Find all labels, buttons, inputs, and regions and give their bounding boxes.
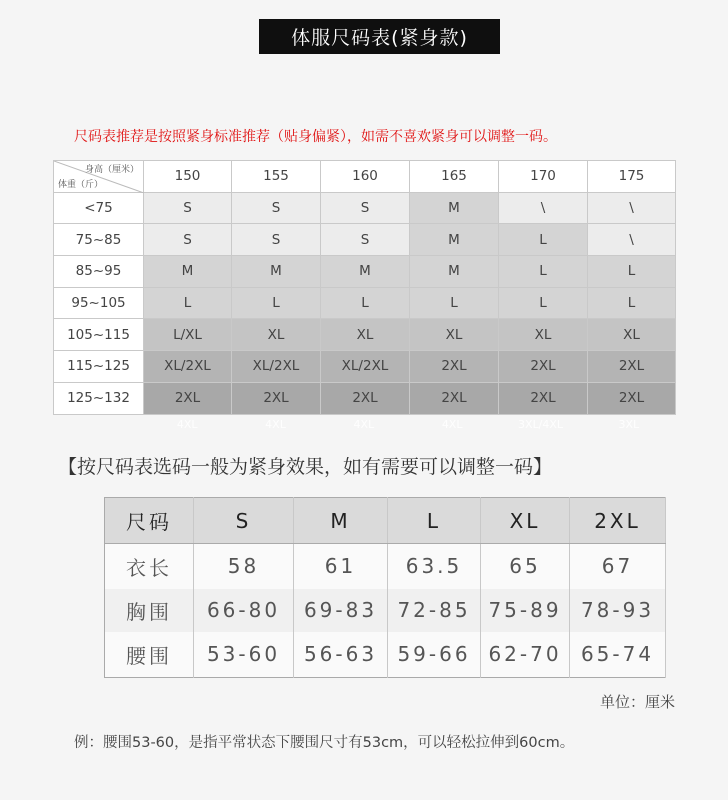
size-cell: 2XL [410, 351, 499, 383]
size-cell: L [499, 224, 588, 256]
size-cell: 2XL [499, 382, 588, 414]
size-header: S [194, 498, 294, 544]
height-header: 160 [321, 161, 410, 193]
faded-size: 4XL [265, 418, 286, 431]
size-cell: \ [588, 192, 676, 224]
measurement-table [104, 497, 666, 678]
measure-value: 78-93 [570, 589, 666, 632]
example-note: 例：腰围53-60，是指平常状态下腰围尺寸有53cm，可以轻松拉伸到60cm。 [74, 735, 575, 751]
size-cell: L [499, 287, 588, 319]
size-cell: XL [321, 319, 410, 351]
size-cell: XL/2XL [232, 351, 321, 383]
size-header: M [294, 498, 388, 544]
height-header: 150 [144, 161, 232, 193]
size-cell: S [321, 224, 410, 256]
size-cell: 2XL [321, 382, 410, 414]
table-row [54, 319, 676, 351]
measure-value: 67 [570, 544, 666, 589]
size-cell: S [144, 224, 232, 256]
measure-value: 69-83 [294, 589, 388, 632]
size-cell: L [588, 287, 676, 319]
weight-label: 85~95 [54, 256, 144, 288]
measure-value: 59-66 [388, 632, 481, 678]
measure-value: 62-70 [481, 632, 570, 678]
faded-size-row [143, 418, 673, 432]
size-cell: L [499, 256, 588, 288]
height-header: 155 [232, 161, 321, 193]
size-cell: \ [499, 192, 588, 224]
page-title: 体服尺码表(紧身款) [259, 19, 500, 54]
weight-label: 105~115 [54, 319, 144, 351]
measure-label: 衣长 [105, 544, 194, 589]
size-header: XL [481, 498, 570, 544]
table-row [54, 287, 676, 319]
table-row [54, 192, 676, 224]
height-header: 175 [588, 161, 676, 193]
section-heading: 【按尺码表选码一般为紧身效果，如有需要可以调整一码】 [58, 456, 553, 478]
size-cell: M [410, 192, 499, 224]
corner-cell [54, 161, 144, 193]
measure-value: 66-80 [194, 589, 294, 632]
size-recommendation-table [53, 160, 676, 415]
size-cell: XL [410, 319, 499, 351]
height-header: 170 [499, 161, 588, 193]
table-row [54, 351, 676, 383]
measure-value: 53-60 [194, 632, 294, 678]
size-cell: S [232, 192, 321, 224]
size-header-row [105, 498, 666, 544]
measure-value: 61 [294, 544, 388, 589]
size-cell: 2XL [232, 382, 321, 414]
size-cell: L [410, 287, 499, 319]
size-cell: 2XL [144, 382, 232, 414]
size-cell: S [232, 224, 321, 256]
measure-value: 58 [194, 544, 294, 589]
size-cell: S [144, 192, 232, 224]
size-header: L [388, 498, 481, 544]
faded-size: 3XL [618, 418, 640, 431]
size-cell: XL/2XL [144, 351, 232, 383]
size-cell: S [321, 192, 410, 224]
measure-value: 63.5 [388, 544, 481, 589]
size-cell: M [144, 256, 232, 288]
measure-value: 75-89 [481, 589, 570, 632]
unit-label: 单位：厘米 [600, 693, 676, 711]
measure-label: 腰围 [105, 632, 194, 678]
table-row [105, 632, 666, 678]
size-cell: M [321, 256, 410, 288]
measure-value: 72-85 [388, 589, 481, 632]
size-cell: M [232, 256, 321, 288]
faded-size: 4XL [353, 418, 375, 431]
weight-label: 75~85 [54, 224, 144, 256]
measure-value: 65 [481, 544, 570, 589]
size-header-label: 尺码 [105, 498, 194, 544]
weight-label: 95~105 [54, 287, 144, 319]
size-cell: M [410, 256, 499, 288]
table-row [105, 544, 666, 589]
weight-label: <75 [54, 192, 144, 224]
size-cell: L [321, 287, 410, 319]
measure-value: 65-74 [570, 632, 666, 678]
size-cell: \ [588, 224, 676, 256]
height-header-row [54, 161, 676, 193]
table-row [54, 224, 676, 256]
weight-axis-label: 体重（斤） [58, 179, 104, 190]
table-row [54, 382, 676, 414]
size-cell: XL [232, 319, 321, 351]
size-cell: XL [588, 319, 676, 351]
size-cell: 2XL [588, 351, 676, 383]
height-header: 165 [410, 161, 499, 193]
faded-size: 4XL [441, 418, 463, 431]
size-cell: L [144, 287, 232, 319]
measure-label: 胸围 [105, 589, 194, 632]
size-cell: XL/2XL [321, 351, 410, 383]
size-cell: L [232, 287, 321, 319]
size-cell: 2XL [499, 351, 588, 383]
size-cell: 2XL [588, 382, 676, 414]
table-row [54, 256, 676, 288]
size-cell: L/XL [144, 319, 232, 351]
table-row [105, 589, 666, 632]
faded-size: 3XL/4XL [517, 418, 563, 431]
recommendation-note: 尺码表推荐是按照紧身标准推荐（贴身偏紧），如需不喜欢紧身可以调整一码。 [74, 129, 557, 145]
size-header: 2XL [570, 498, 666, 544]
size-cell: M [410, 224, 499, 256]
height-axis-label: 身高（厘米） [84, 165, 139, 175]
weight-label: 125~132 [54, 382, 144, 414]
measure-value: 56-63 [294, 632, 388, 678]
size-cell: XL [499, 319, 588, 351]
faded-size: 4XL [176, 418, 198, 431]
size-cell: 2XL [410, 382, 499, 414]
size-cell: L [588, 256, 676, 288]
weight-label: 115~125 [54, 351, 144, 383]
